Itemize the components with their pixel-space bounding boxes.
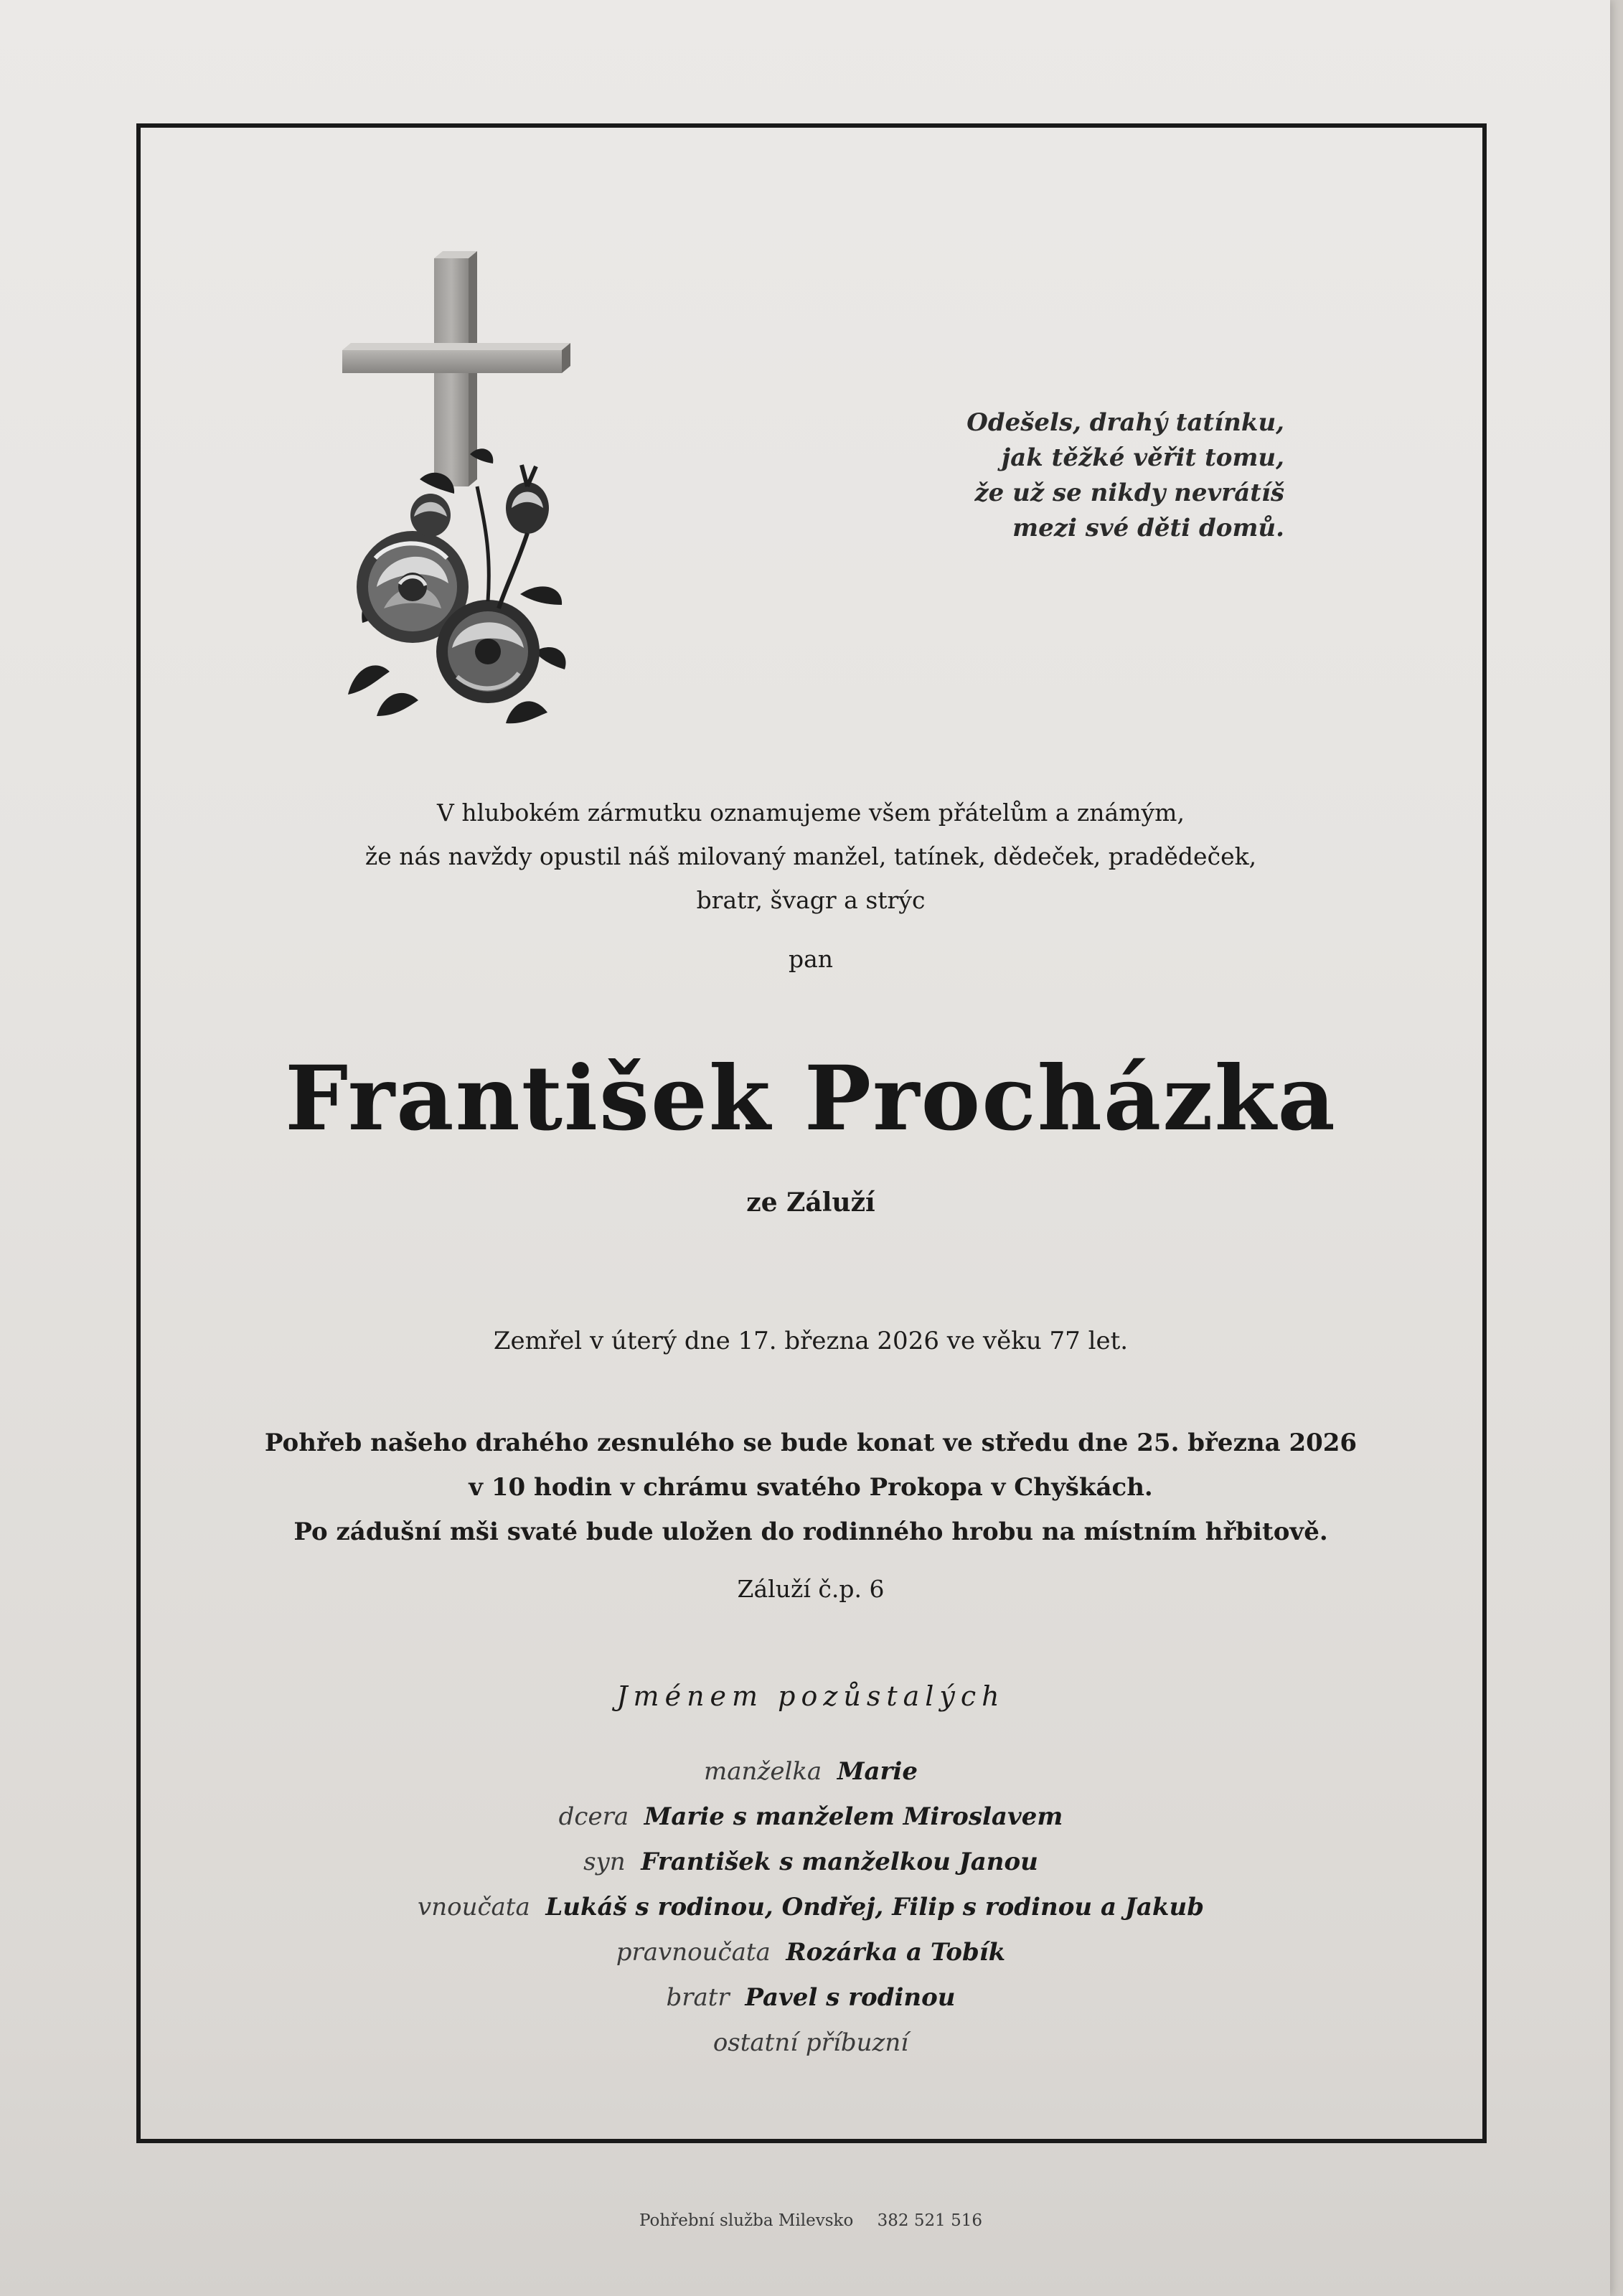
mourner-names: Marie s manželem Miroslavem [644, 1802, 1063, 1831]
memorial-verse [861, 405, 1284, 546]
mourner-names: Rozárka a Tobík [786, 1938, 1006, 1967]
funeral-line: Po zádušní mši svaté bude uložen do rodinného hrobu na místním hřbitově. [293, 1518, 1328, 1546]
service-phone: 382 521 516 [877, 2211, 982, 2230]
mourner-row [215, 1840, 1406, 1885]
verse-line: mezi své děti domů. [1012, 514, 1284, 542]
mourner-relation: ostatní příbuzní [712, 2028, 909, 2057]
mourner-relation: bratr [666, 1983, 730, 2012]
origin-place: ze Záluží [746, 1187, 875, 1218]
verse-line: jak těžké věřit tomu, [1001, 443, 1284, 472]
mourners-list [215, 1749, 1406, 2066]
address: Záluží č.p. 6 [737, 1575, 885, 1603]
mourner-row [215, 2020, 1406, 2066]
mourner-relation: vnoučata [418, 1893, 530, 1921]
mourner-names: Pavel s rodinou [745, 1983, 956, 2012]
funeral-line: Pohřeb našeho drahého zesnulého se bude konat ve středu dne 25. března 2026 [264, 1429, 1358, 1457]
intro-line: že nás navždy opustil náš milovaný manžel, tatínek, dědeček, pradědeček, [364, 842, 1257, 870]
mourner-row [215, 1975, 1406, 2020]
mourner-names: František s manželkou Janou [641, 1848, 1038, 1876]
mourner-row [215, 1749, 1406, 1794]
announcement-intro [280, 791, 1342, 922]
service-name: Pohřební služba Milevsko [639, 2211, 854, 2230]
mourner-names: Marie [837, 1757, 918, 1786]
mourner-names: Lukáš s rodinou, Ondřej, Filip s rodinou a Jakub [545, 1893, 1204, 1921]
funeral-details [215, 1421, 1406, 1554]
mourner-relation: dcera [558, 1802, 629, 1831]
mourner-relation: pravnoučata [616, 1938, 771, 1967]
mourner-relation: syn [583, 1848, 626, 1876]
cross-with-roses-icon [334, 250, 578, 738]
mourner-row [215, 1885, 1406, 1930]
verse-line: Odešels, drahý tatínku, [966, 408, 1284, 437]
funeral-service-footer [574, 2211, 1048, 2230]
intro-line: V hlubokém zármutku oznamujeme všem přátelům a známým, [437, 799, 1185, 827]
title-prefix: pan [788, 945, 834, 973]
on-behalf-heading: Jménem pozůstalých [616, 1680, 1005, 1712]
funeral-line: v 10 hodin v chrámu svatého Prokopa v Chyškách. [469, 1473, 1153, 1502]
mourner-row [215, 1794, 1406, 1840]
intro-line: bratr, švagr a strýc [696, 886, 926, 914]
deceased-name: František Procházka [285, 1047, 1337, 1151]
death-notice: Zemřel v úterý dne 17. března 2026 ve věku 77 let. [493, 1327, 1129, 1355]
mourner-row [215, 1930, 1406, 1975]
verse-line: že už se nikdy nevrátíš [974, 479, 1284, 507]
mourner-relation: manželka [704, 1757, 822, 1786]
